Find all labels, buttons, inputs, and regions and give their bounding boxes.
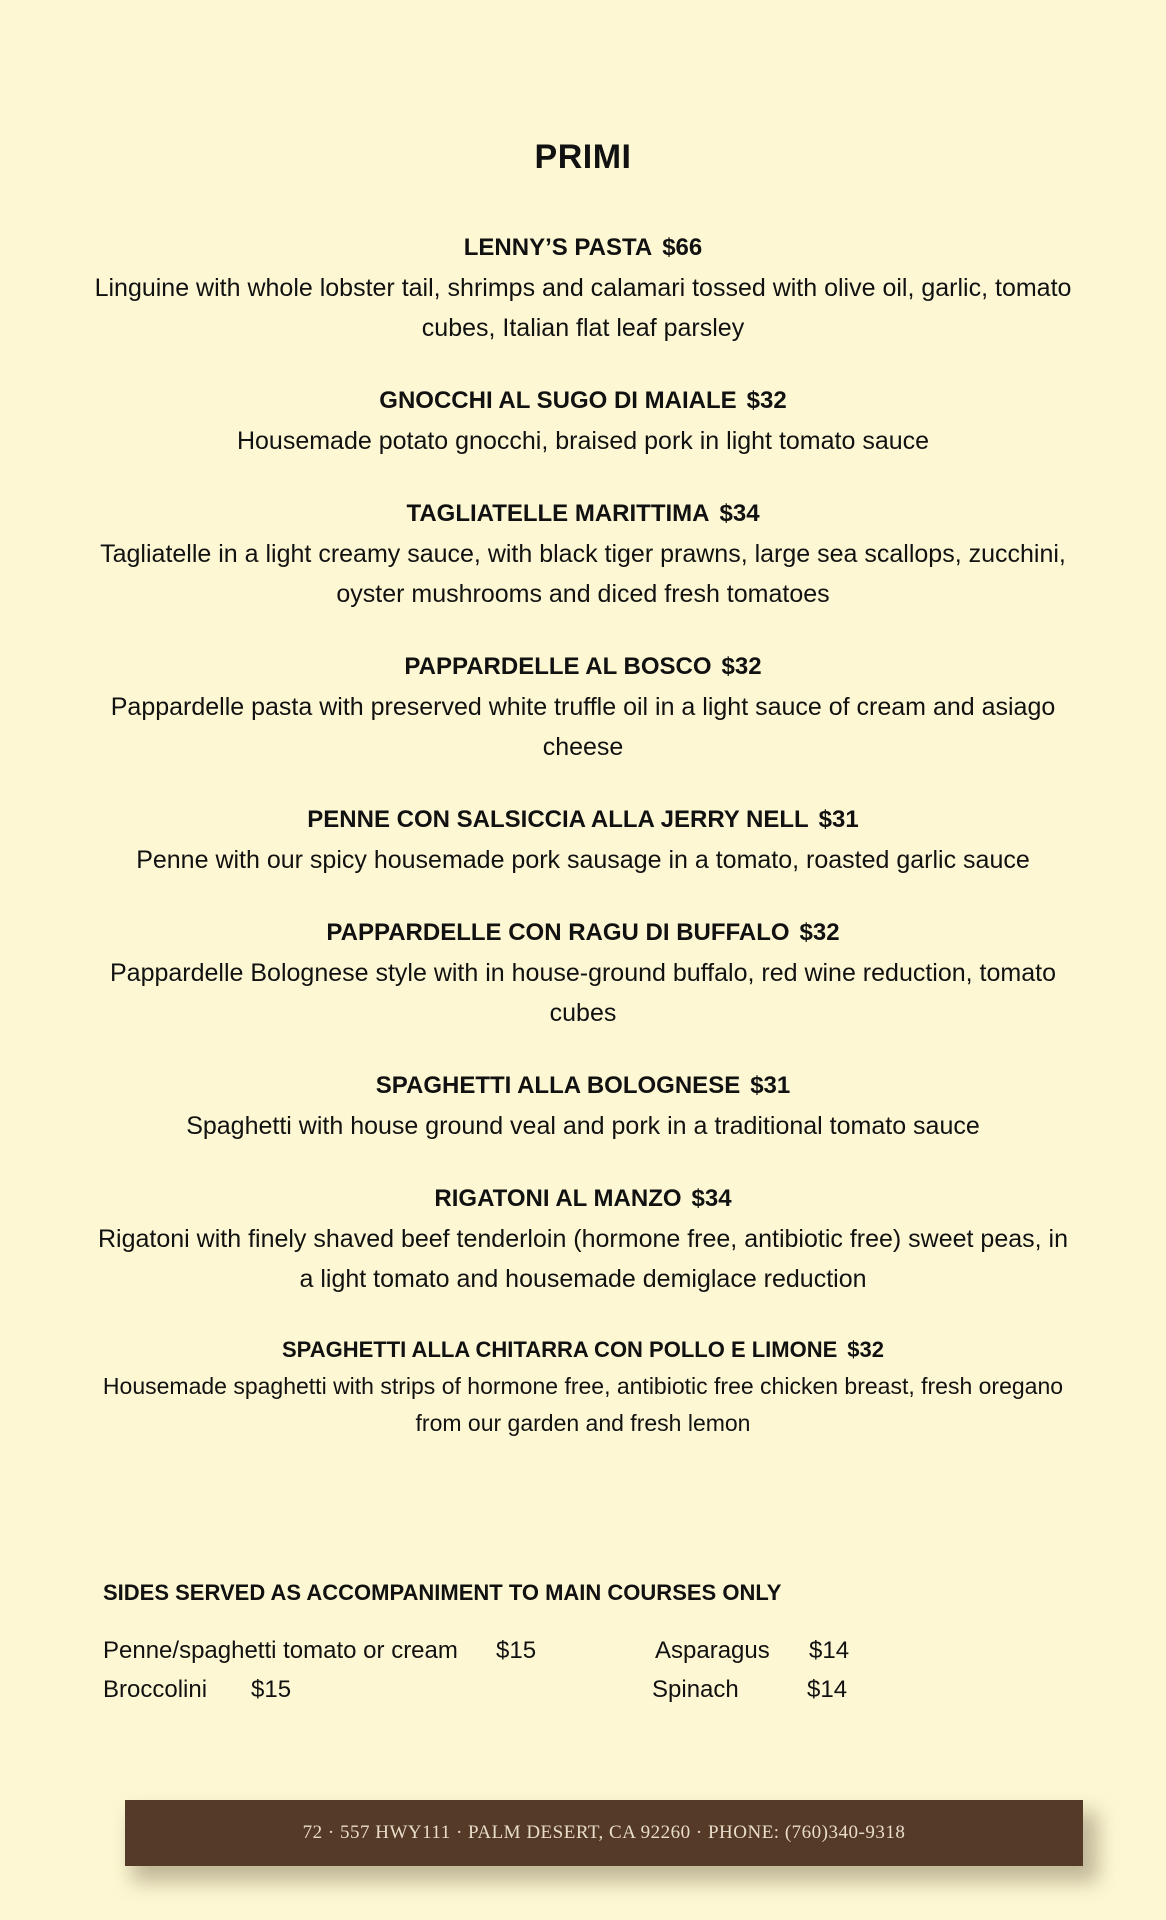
item-description: Spaghetti with house ground veal and pork in a traditional tomato sauce xyxy=(186,1112,980,1140)
item-title xyxy=(90,800,1076,840)
item-price: $32 xyxy=(721,653,762,680)
sides-title: SIDES SERVED AS ACCOMPANIMENT TO MAIN COURSES ONLY xyxy=(103,1580,782,1605)
item-price: $31 xyxy=(750,1072,791,1099)
item-title xyxy=(90,1066,1076,1106)
item-price: $32 xyxy=(847,1337,884,1362)
item-description: Penne with our spicy housemade pork sausage in a tomato, roasted garlic sauce xyxy=(136,846,1030,874)
menu-item xyxy=(90,1179,1076,1299)
item-title xyxy=(90,381,1076,421)
item-description: Rigatoni with finely shaved beef tenderloin (hormone free, antibiotic free) sweet peas, in a light tomato and housemade demiglace reduction xyxy=(98,1225,1068,1293)
menu-item xyxy=(90,228,1076,348)
menu-item xyxy=(90,800,1076,880)
side-price: $15 xyxy=(251,1676,292,1703)
item-title xyxy=(90,1179,1076,1219)
item-name: PAPPARDELLE AL BOSCO xyxy=(404,653,712,680)
item-name: RIGATONI AL MANZO xyxy=(434,1185,682,1212)
side-price: $14 xyxy=(809,1637,850,1664)
item-name: TAGLIATELLE MARITTIMA xyxy=(406,500,710,527)
item-price: $66 xyxy=(662,234,703,261)
menu-item xyxy=(90,381,1076,461)
side-price: $15 xyxy=(496,1637,537,1664)
item-description: Linguine with whole lobster tail, shrimps and calamari tossed with olive oil, garlic, tomato cubes, Italian flat leaf parsley xyxy=(94,274,1072,342)
item-price: $31 xyxy=(818,806,859,833)
item-name: SPAGHETTI ALLA CHITARRA CON POLLO E LIMONE xyxy=(282,1337,838,1362)
menu-item xyxy=(90,494,1076,614)
side-price: $14 xyxy=(807,1676,848,1703)
menu-item xyxy=(90,1066,1076,1146)
item-description: Tagliatelle in a light creamy sauce, with black tiger prawns, large sea scallops, zucchini, oyster mushrooms and diced fresh tomatoes xyxy=(100,540,1066,608)
item-title xyxy=(90,647,1076,687)
item-price: $34 xyxy=(719,500,760,527)
menu-item xyxy=(90,647,1076,767)
item-title xyxy=(90,1332,1076,1368)
item-price: $32 xyxy=(799,919,840,946)
side-item xyxy=(103,1636,537,1666)
item-title xyxy=(90,228,1076,268)
menu-list xyxy=(90,228,1076,1475)
item-name: PENNE CON SALSICCIA ALLA JERRY NELL xyxy=(307,806,809,833)
item-description: Pappardelle Bolognese style with in house-ground buffalo, red wine reduction, tomato cubes xyxy=(110,959,1056,1027)
item-name: PAPPARDELLE CON RAGU DI BUFFALO xyxy=(326,919,790,946)
item-name: LENNY’S PASTA xyxy=(463,234,653,261)
footer-bar xyxy=(125,1800,1083,1866)
item-description: Housemade potato gnocchi, braised pork in light tomato sauce xyxy=(236,427,930,455)
footer-address: 72 · 557 HWY111 · PALM DESERT, CA 92260 · PHONE: (760)340-9318 xyxy=(302,1822,906,1843)
side-item xyxy=(655,1636,850,1666)
side-name: Penne/spaghetti tomato or cream xyxy=(103,1637,458,1664)
side-item xyxy=(652,1675,848,1705)
side-item xyxy=(103,1675,292,1705)
item-name: GNOCCHI AL SUGO DI MAIALE xyxy=(379,387,737,414)
side-name: Broccolini xyxy=(103,1676,208,1703)
menu-item xyxy=(90,1332,1076,1442)
item-title xyxy=(90,913,1076,953)
item-title xyxy=(90,494,1076,534)
side-name: Asparagus xyxy=(655,1637,770,1664)
item-description: Housemade spaghetti with strips of hormone free, antibiotic free chicken breast, fresh oregano from our garden and fresh lemon xyxy=(102,1373,1064,1436)
side-name: Spinach xyxy=(652,1676,739,1703)
menu-item xyxy=(90,913,1076,1033)
item-price: $34 xyxy=(691,1185,732,1212)
section-title: PRIMI xyxy=(534,138,632,176)
item-name: SPAGHETTI ALLA BOLOGNESE xyxy=(375,1072,741,1099)
item-description: Pappardelle pasta with preserved white truffle oil in a light sauce of cream and asiago cheese xyxy=(110,693,1056,761)
item-price: $32 xyxy=(746,387,787,414)
